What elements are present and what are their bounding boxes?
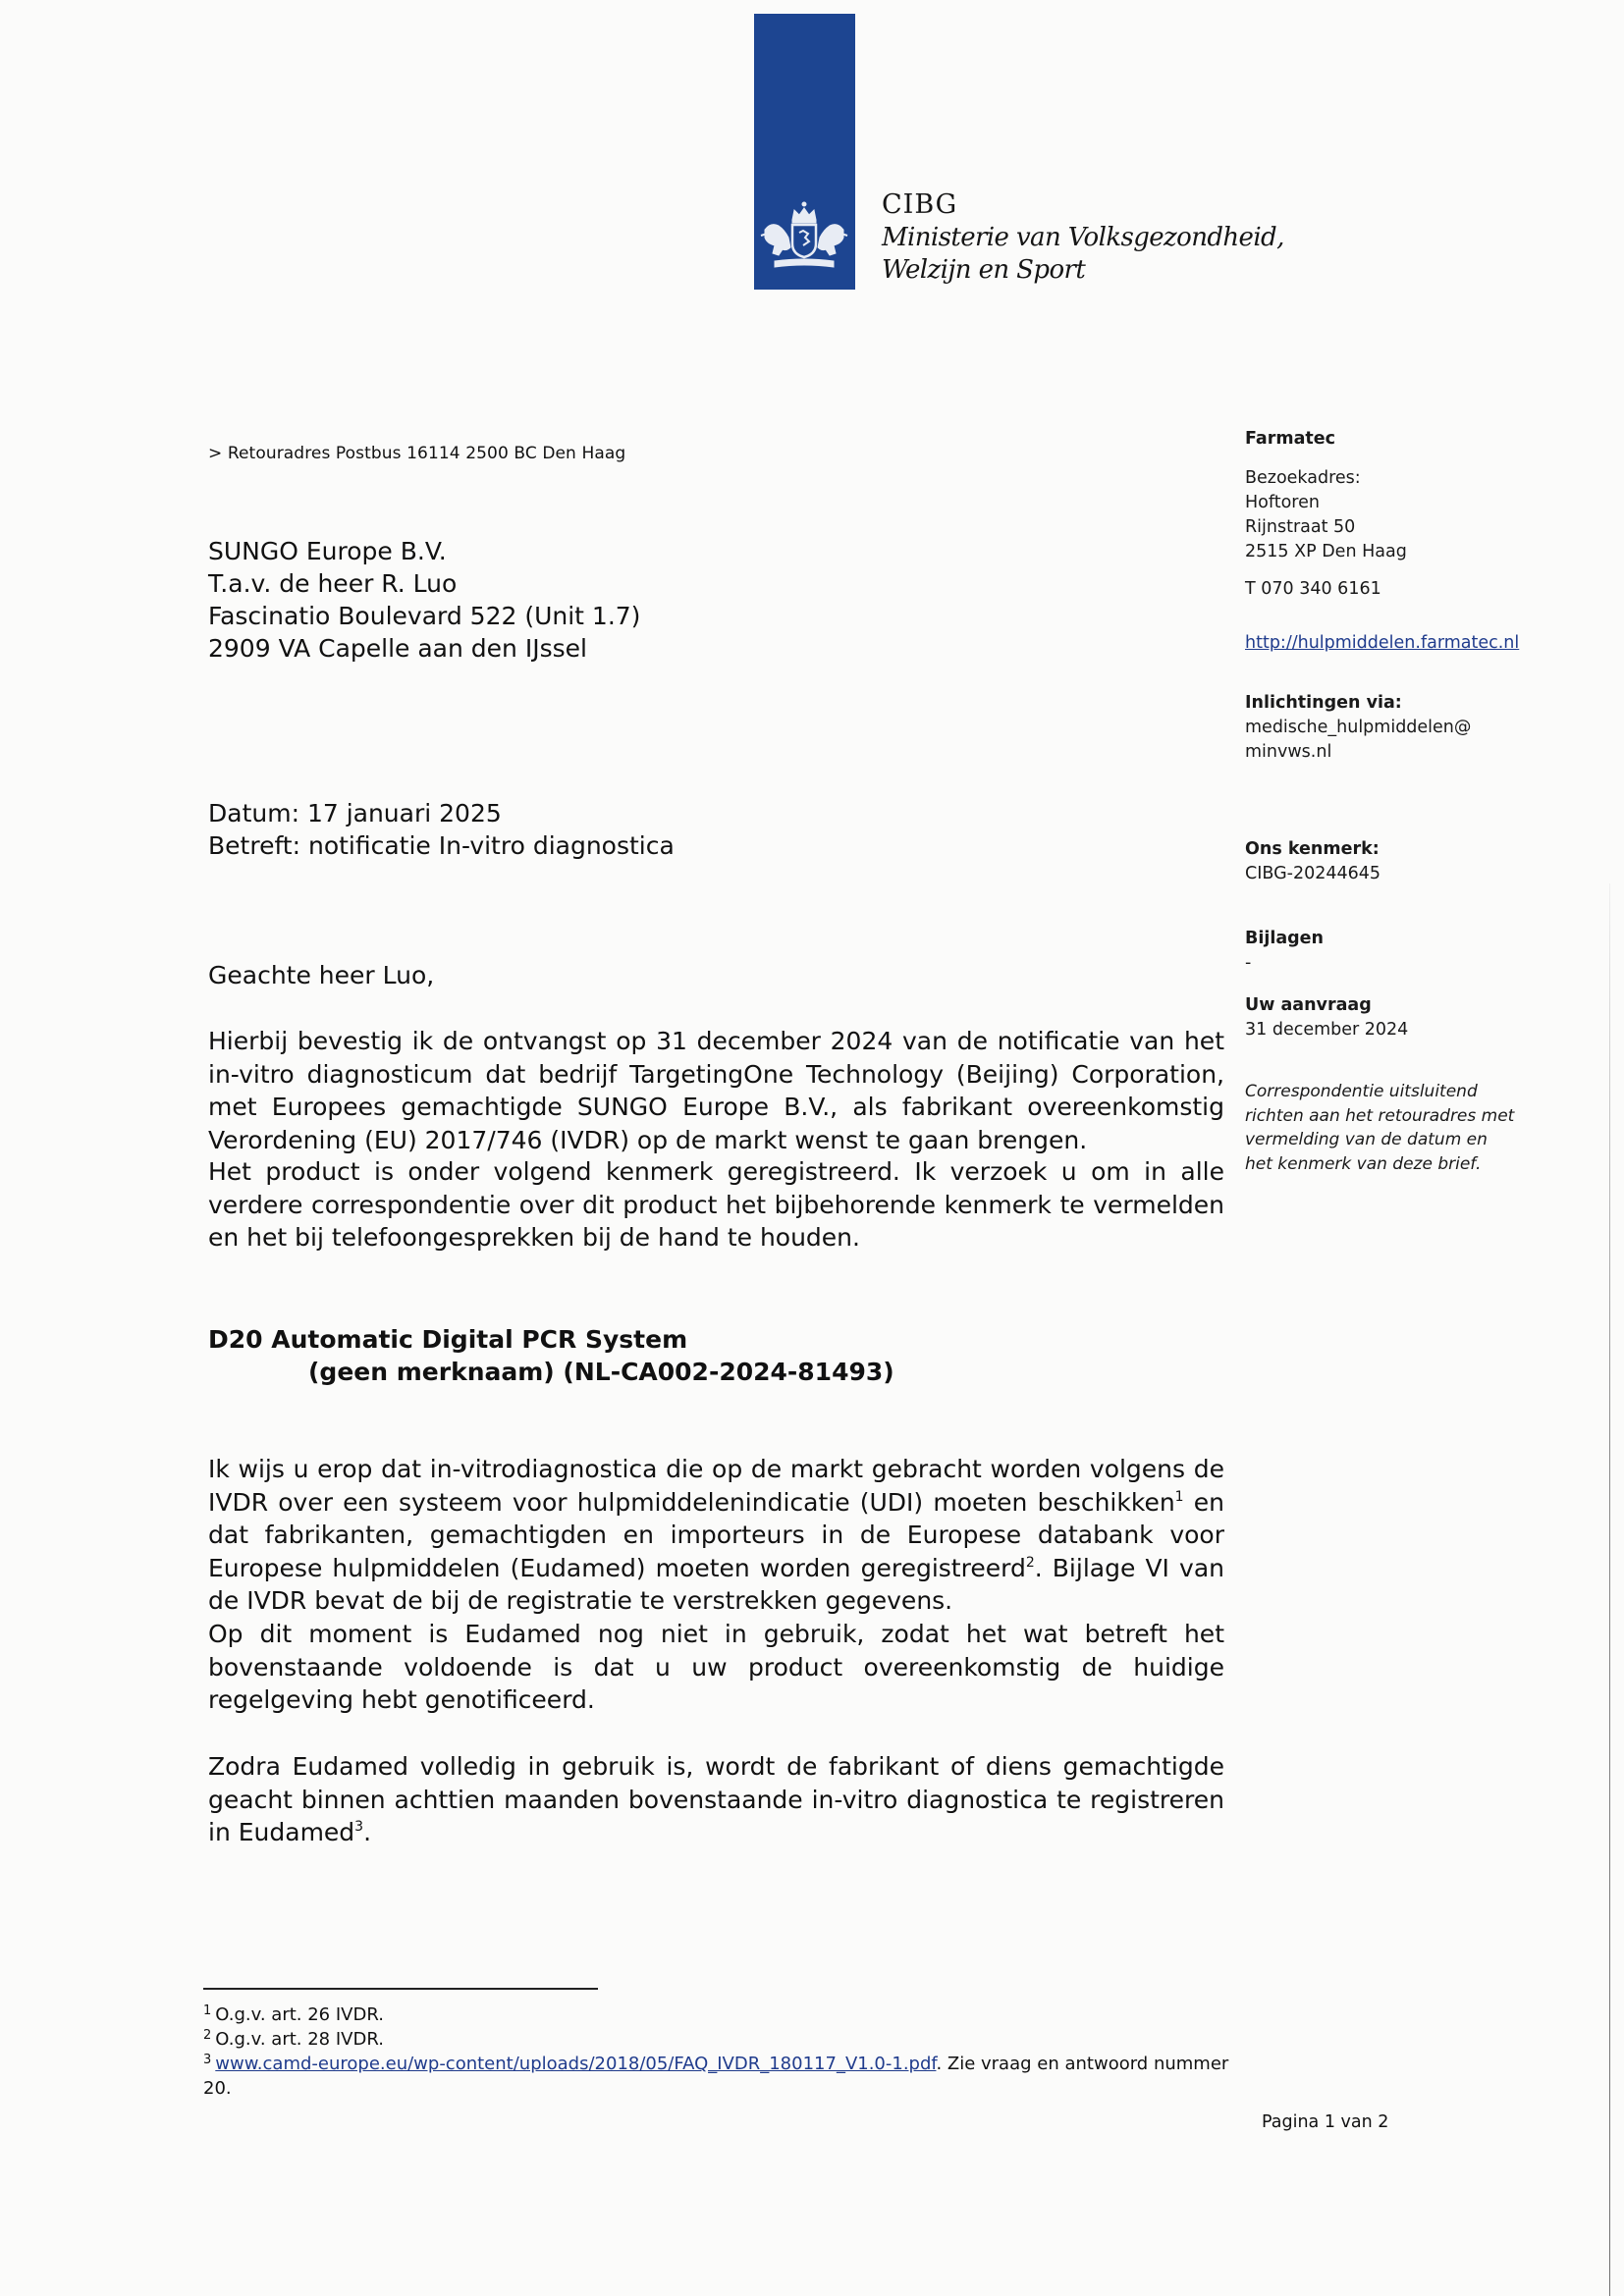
visit-address-label: Bezoekadres: [1245, 468, 1361, 488]
page-number: Pagina 1 van 2 [1262, 2112, 1389, 2132]
sidebar-reference [1245, 837, 1380, 886]
request-label: Uw aanvraag [1245, 995, 1372, 1015]
return-address: > Retouradres Postbus 16114 2500 BC Den Haag [208, 444, 626, 463]
reference-value: CIBG-20244645 [1245, 864, 1381, 883]
salutation: Geachte heer Luo, [208, 961, 435, 989]
footnote-text: . Zie vraag en antwoord nummer 20. [203, 2054, 1229, 2099]
p3-text-b: en dat fabrikanten, gemachtigden en importeurs in de Europese databank voor Europese hulpmiddelen (Eudamed) moeten worden geregistreerd [208, 1487, 1224, 1582]
product-name: D20 Automatic Digital PCR System [208, 1325, 688, 1354]
visit-address-street: Rijnstraat 50 [1245, 517, 1356, 537]
note-line-2: richten aan het retouradres met [1245, 1105, 1515, 1126]
sidebar-attachments [1245, 927, 1324, 976]
sidebar-request [1245, 993, 1408, 1042]
footnote-number: 1 [203, 2003, 212, 2018]
attachments-value: - [1245, 953, 1252, 973]
logo-ministry-line2: Welzijn en Sport [882, 255, 1086, 285]
footnote-number: 2 [203, 2028, 212, 2043]
correspondence-note [1245, 1080, 1514, 1176]
body-paragraph-3 [208, 1453, 1224, 1618]
note-line-3: vermelding van de datum en [1245, 1130, 1488, 1149]
camd-faq-link[interactable]: www.camd-europe.eu/wp-content/uploads/2018/05/FAQ_IVDR_180117_V1.0-1.pdf [215, 2054, 937, 2074]
footnote-text: O.g.v. art. 26 IVDR. [215, 2004, 384, 2025]
p3-text-a: Ik wijs u erop dat in-vitrodiagnostica die op de markt gebracht worden volgens de IVDR over een systeem voor hulpmiddelenindicatie (UDI) moeten beschikken [208, 1455, 1224, 1517]
logo-org-name: CIBG [882, 189, 958, 220]
p3-text-c: . Bijlage VI van de IVDR bevat de bij de registratie te verstrekken gegevens. [208, 1553, 1224, 1615]
ministry-logotype [882, 188, 1284, 287]
recipient-city: 2909 VA Capelle aan den IJssel [208, 634, 587, 663]
website-link[interactable]: http://hulpmiddelen.farmatec.nl [1245, 633, 1520, 653]
body-paragraph-4: Op dit moment is Eudamed nog niet in gebruik, zodat het wat betreft het bovenstaande voldoende is dat u uw product overeenkomstig de huidige regelgeving hebt genotificeerd. [208, 1620, 1224, 1714]
footnote-3 [203, 2052, 1244, 2101]
recipient-street: Fascinatio Boulevard 522 (Unit 1.7) [208, 602, 641, 630]
body-paragraph-1: Hierbij bevestig ik de ontvangst op 31 december 2024 van de notificatie van het in-vitro diagnosticum dat bedrijf TargetingOne Technology (Beijing) Corporation, met Europees gemachtigde SUNGO Europe B.V., als fabrikant overeenkomstig Verordening (EU) 2017/746 (IVDR) op de markt wenst te gaan brengen. [208, 1027, 1224, 1154]
footnote-divider [203, 1988, 598, 1990]
logo-ministry-line1: Ministerie van Volksgezondheid, [882, 223, 1284, 252]
p5-text-b: . [363, 1818, 372, 1846]
reference-label: Ons kenmerk: [1245, 839, 1380, 859]
sidebar-org: Farmatec [1245, 429, 1336, 449]
visit-address-city: 2515 XP Den Haag [1245, 542, 1407, 561]
footnote-2 [203, 2027, 1244, 2052]
letter-meta [208, 797, 675, 862]
sidebar-inquiries [1245, 691, 1471, 765]
product-heading [208, 1323, 894, 1388]
letter-subject: Betreft: notificatie In-vitro diagnostica [208, 831, 675, 860]
sidebar-visit-address [1245, 466, 1407, 564]
note-line-4: het kenmerk van deze brief. [1245, 1153, 1482, 1174]
body-paragraph-2: Het product is onder volgend kenmerk geregistreerd. Ik verzoek u om in alle verdere correspondentie over dit product het bijbehorende kenmerk te vermelden en het bij telefoongesprekken bij de hand te houden. [208, 1157, 1224, 1252]
footnote-number: 3 [203, 2053, 212, 2067]
inquiries-label: Inlichtingen via: [1245, 693, 1402, 713]
footnotes [203, 2002, 1244, 2101]
note-line-1: Correspondentie uitsluitend [1245, 1082, 1478, 1101]
footnote-text: O.g.v. art. 28 IVDR. [215, 2029, 384, 2050]
scan-edge-line [1609, 883, 1610, 2296]
body-paragraph-5 [208, 1750, 1224, 1849]
logo-bar [754, 14, 855, 290]
p5-text-a: Zodra Eudamed volledig in gebruik is, wordt de fabrikant of diens gemachtigde geacht binnen achttien maanden bovenstaande in-vitro diagnostica te registreren in Eudamed [208, 1752, 1224, 1846]
royal-coat-of-arms-icon [757, 200, 851, 279]
inquiries-email-line1: medische_hulpmiddelen@ [1245, 718, 1472, 737]
recipient-attention: T.a.v. de heer R. Luo [208, 569, 458, 598]
footnote-ref-1[interactable]: 1 [1174, 1488, 1184, 1505]
letter-date: Datum: 17 januari 2025 [208, 799, 502, 828]
request-date: 31 december 2024 [1245, 1020, 1409, 1040]
footnote-ref-3[interactable]: 3 [354, 1819, 364, 1835]
inquiries-email-line2: minvws.nl [1245, 742, 1332, 762]
attachments-label: Bijlagen [1245, 929, 1324, 948]
recipient-company: SUNGO Europe B.V. [208, 537, 447, 565]
product-registration-number: (geen merknaam) (NL-CA002-2024-81493) [308, 1358, 894, 1386]
recipient-address [208, 535, 640, 665]
sidebar-phone: T 070 340 6161 [1245, 579, 1381, 599]
footnote-1 [203, 2002, 1244, 2027]
footnote-ref-2[interactable]: 2 [1025, 1554, 1035, 1571]
visit-address-building: Hoftoren [1245, 493, 1320, 512]
